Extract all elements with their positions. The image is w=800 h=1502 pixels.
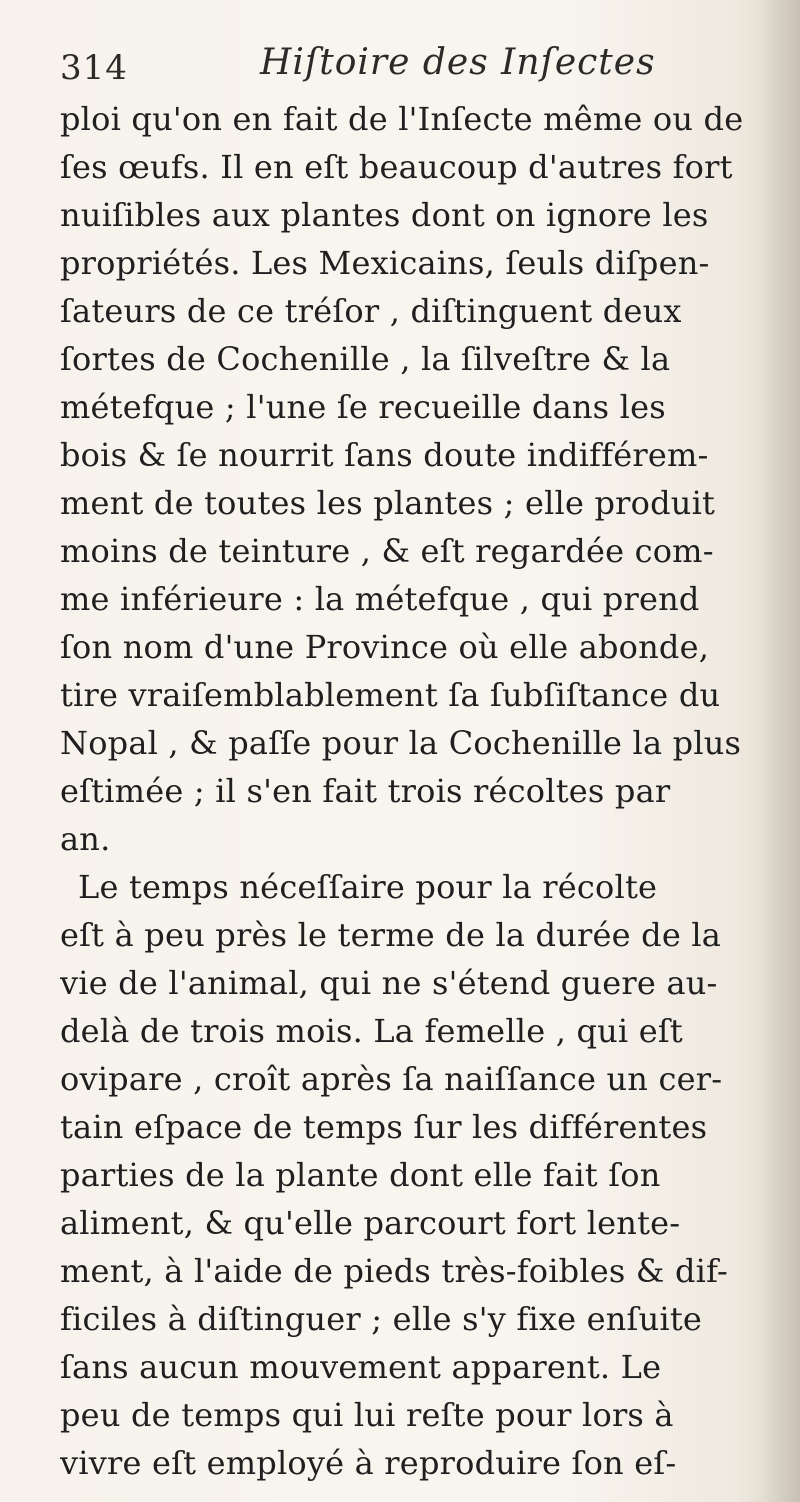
text-line-26: ficiles à diſtinguer ; elle s'y fixe enſuite xyxy=(60,1300,703,1338)
text-line-10: moins de teinture , & eſt regardée com- xyxy=(60,532,714,570)
text-line-8: bois & ſe nourrit ſans doute indifférem- xyxy=(60,436,709,474)
text-line-20: delà de trois mois. La femelle , qui eſt xyxy=(60,1012,683,1050)
text-line-17: Le temps néceſſaire pour la récolte xyxy=(78,868,658,906)
text-line-24: aliment, & qu'elle parcourt fort lente- xyxy=(60,1204,681,1242)
text-line-14: Nopal , & paſſe pour la Cochenille la plus xyxy=(60,724,742,762)
text-line-11: me inférieure : la métefque , qui prend xyxy=(60,580,700,618)
page-edge-shadow xyxy=(760,0,800,1502)
body-text xyxy=(60,95,760,1487)
text-line-25: ment, à l'aide de pieds très-foibles & dif- xyxy=(60,1252,729,1290)
text-line-1: ploi qu'on en fait de l'Inſecte même ou de xyxy=(60,100,744,138)
text-line-23: parties de la plante dont elle fait ſon xyxy=(60,1156,661,1194)
text-line-28: peu de temps qui lui reſte pour lors à xyxy=(60,1396,674,1434)
text-line-6: ſortes de Cochenille , la ſilveſtre & la xyxy=(60,340,671,378)
text-line-5: ſateurs de ce tréſor , diſtinguent deux xyxy=(60,292,682,330)
text-line-9: ment de toutes les plantes ; elle produit xyxy=(60,484,716,522)
running-head: Hiſtoire des Inſectes xyxy=(260,42,656,83)
text-line-2: ſes œufs. Il en eſt beaucoup d'autres fort xyxy=(60,148,733,186)
text-line-29: vivre eſt employé à reproduire ſon eſ- xyxy=(60,1444,677,1482)
page-header xyxy=(60,34,760,94)
text-line-22: tain eſpace de temps ſur les différentes xyxy=(60,1108,708,1146)
text-line-19: vie de l'animal, qui ne s'étend guere au- xyxy=(60,964,718,1002)
text-line-15: eſtimée ; il s'en fait trois récoltes par xyxy=(60,772,671,810)
text-line-4: propriétés. Les Mexicains, ſeuls diſpen- xyxy=(60,244,710,282)
text-line-3: nuiſibles aux plantes dont on ignore les xyxy=(60,196,709,234)
text-line-7: métefque ; l'une ſe recueille dans les xyxy=(60,388,666,426)
text-line-27: ſans aucun mouvement apparent. Le xyxy=(60,1348,662,1386)
text-line-21: ovipare , croît après ſa naiſſance un cer- xyxy=(60,1060,723,1098)
text-line-18: eſt à peu près le terme de la durée de la xyxy=(60,916,722,954)
text-line-16: an. xyxy=(60,820,111,858)
page-number: 314 xyxy=(60,48,128,88)
text-line-13: tire vraiſemblablement ſa ſubſiſtance du xyxy=(60,676,721,714)
text-line-12: ſon nom d'une Province où elle abonde, xyxy=(60,628,710,666)
